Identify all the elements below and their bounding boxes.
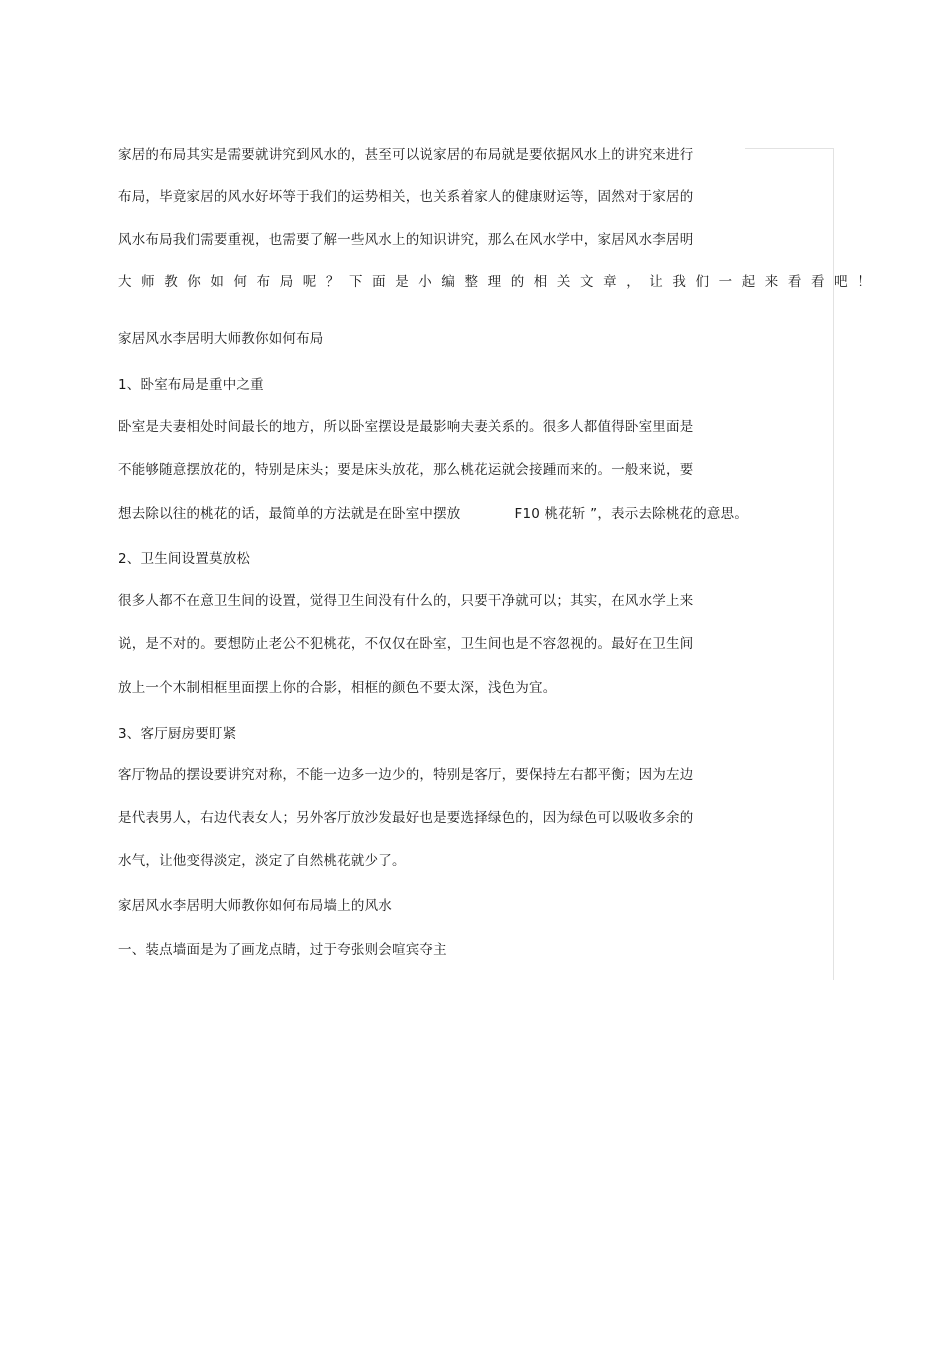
heading-1: 家居风水李居明大师教你如何布局 <box>118 331 324 347</box>
section-2-line-2: 说，是不对的。要想防止老公不犯桃花，不仅仅在卧室，卫生间也是不容忽视的。最好在卫生间 <box>118 636 694 652</box>
section-3-line-2: 是代表男人，右边代表女人；另外客厅放沙发最好也是要选择绿色的，因为绿色可以吸收多余的 <box>118 810 694 826</box>
section-1-line-3-part-a: 想去除以往的桃花的话，最简单的方法就是在卧室中摆放 <box>118 506 461 522</box>
intro-line-1: 家居的布局其实是需要就讲究到风水的，甚至可以说家居的布局就是要依据风水上的讲究来进行 <box>118 147 694 163</box>
point-1: 一、装点墙面是为了画龙点睛，过于夸张则会喧宾夺主 <box>118 942 447 958</box>
section-1-title: 1、卧室布局是重中之重 <box>118 377 264 393</box>
page-frame-top-edge <box>745 148 834 149</box>
section-1-line-1: 卧室是夫妻相处时间最长的地方，所以卧室摆设是最影响夫妻关系的。很多人都值得卧室里面是 <box>118 419 694 435</box>
intro-line-3: 风水布局我们需要重视，也需要了解一些风水上的知识讲究，那么在风水学中，家居风水李居明 <box>118 232 694 248</box>
section-1-line-3 <box>118 505 748 523</box>
section-3-line-3: 水气，让他变得淡定，淡定了自然桃花就少了。 <box>118 853 406 869</box>
section-3-title: 3、客厅厨房要盯紧 <box>118 726 237 742</box>
section-2-line-3: 放上一个木制相框里面摆上你的合影，相框的颜色不要太深，浅色为宜。 <box>118 680 557 696</box>
heading-2: 家居风水李居明大师教你如何布局墙上的风水 <box>118 898 392 914</box>
section-3-line-1: 客厅物品的摆设要讲究对称，不能一边多一边少的，特别是客厅，要保持左右都平衡；因为左边 <box>118 767 694 783</box>
section-1-line-3-part-b: F10 桃花斩 ”，表示去除桃花的意思。 <box>514 506 749 522</box>
section-2-line-1: 很多人都不在意卫生间的设置，觉得卫生间没有什么的，只要干净就可以；其实，在风水学上来 <box>118 593 694 609</box>
intro-line-2: 布局，毕竟家居的风水好坏等于我们的运势相关，也关系着家人的健康财运等，固然对于家居的 <box>118 189 694 205</box>
section-1-line-2: 不能够随意摆放花的，特别是床头；要是床头放花，那么桃花运就会接踵而来的。一般来说，要 <box>118 462 694 478</box>
intro-line-4: 大师教你如何布局呢？下面是小编整理的相关文章，让我们一起来看看吧！ <box>118 274 881 290</box>
section-2-title: 2、卫生间设置莫放松 <box>118 551 251 567</box>
